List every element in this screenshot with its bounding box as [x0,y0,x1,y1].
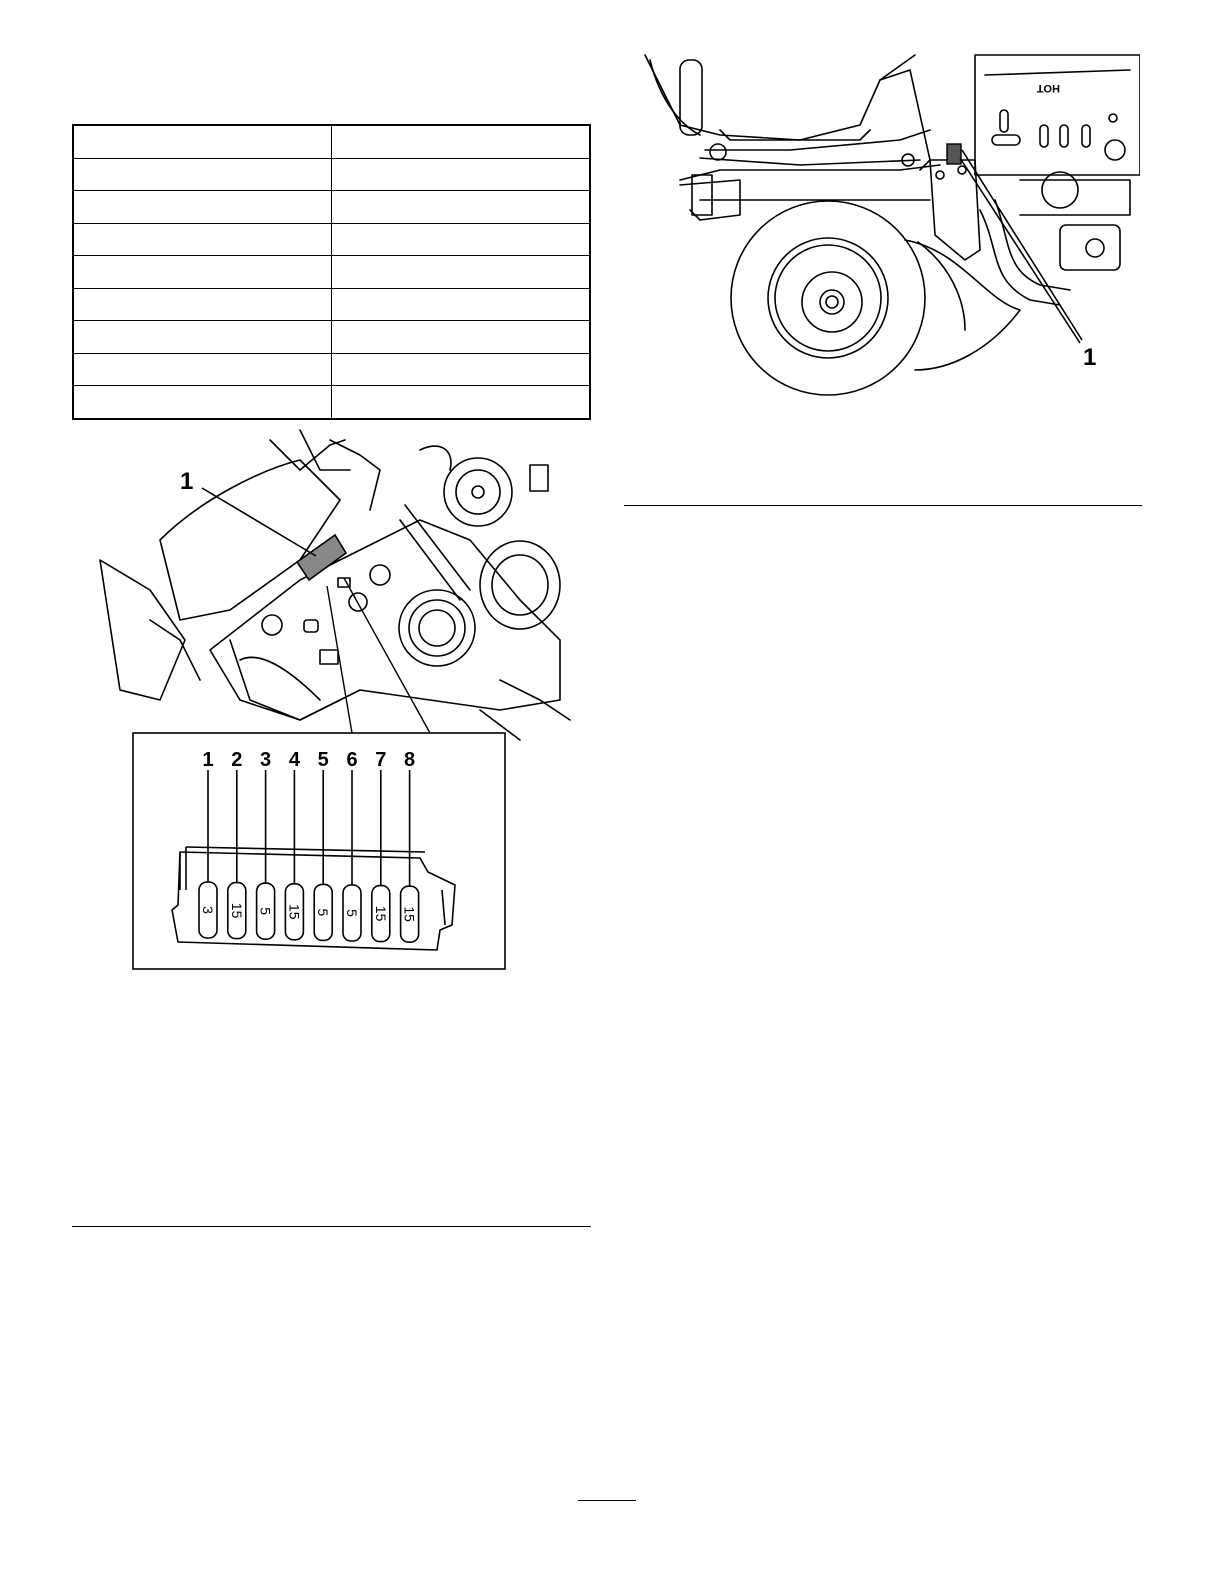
fuse-rating-label: 3 [200,906,216,914]
fuse-position-label: 6 [346,749,358,771]
table-cell [332,288,591,321]
fuse-rating-label: 5 [344,909,360,917]
fuse-rating-label: 15 [286,904,303,920]
table-cell [332,256,591,289]
callout-number: 1 [180,468,194,495]
table-cell [332,158,591,191]
table-cell [332,386,591,419]
table-row [73,191,590,224]
fuse-position-label: 2 [231,749,243,771]
table-row [73,223,590,256]
table-cell [73,191,332,224]
table-cell [73,386,332,419]
fuse-position-label: 4 [288,749,300,771]
table-row [73,256,590,289]
table-cell [73,288,332,321]
fuse-rating-label: 15 [401,906,418,922]
table-cell [332,223,591,256]
table-cell [332,125,591,158]
relay-location-figure [640,45,1140,405]
fuse-position-label: 5 [317,749,329,771]
table-row [73,125,590,158]
table-row [73,386,590,419]
footer-rule [578,1500,636,1501]
table-row [73,288,590,321]
table-cell [73,321,332,354]
section-rule [72,1226,591,1227]
table-row [73,353,590,386]
table-row [73,158,590,191]
table-cell [332,321,591,354]
table-cell [332,191,591,224]
table-row [73,321,590,354]
table-cell [73,158,332,191]
fuse-spec-table [72,124,591,420]
hot-decal-text: HOT [1036,82,1060,94]
table-cell [73,223,332,256]
table-cell [73,125,332,158]
fuse-position-label: 7 [375,749,387,771]
table-cell [73,256,332,289]
fuse-rating-label: 5 [315,908,332,917]
fuse-rating-label: 5 [257,907,274,916]
callout-number: 1 [1083,344,1097,371]
fuse-block-figure [90,425,590,975]
fuse-rating-label: 15 [372,905,389,922]
section-rule [624,505,1142,506]
table-cell [73,353,332,386]
fuse-position-label: 1 [202,749,214,771]
fuse-rating-label: 15 [228,902,245,919]
fuse-position-label: 8 [404,749,416,771]
table-cell [332,353,591,386]
fuse-position-label: 3 [260,749,272,771]
